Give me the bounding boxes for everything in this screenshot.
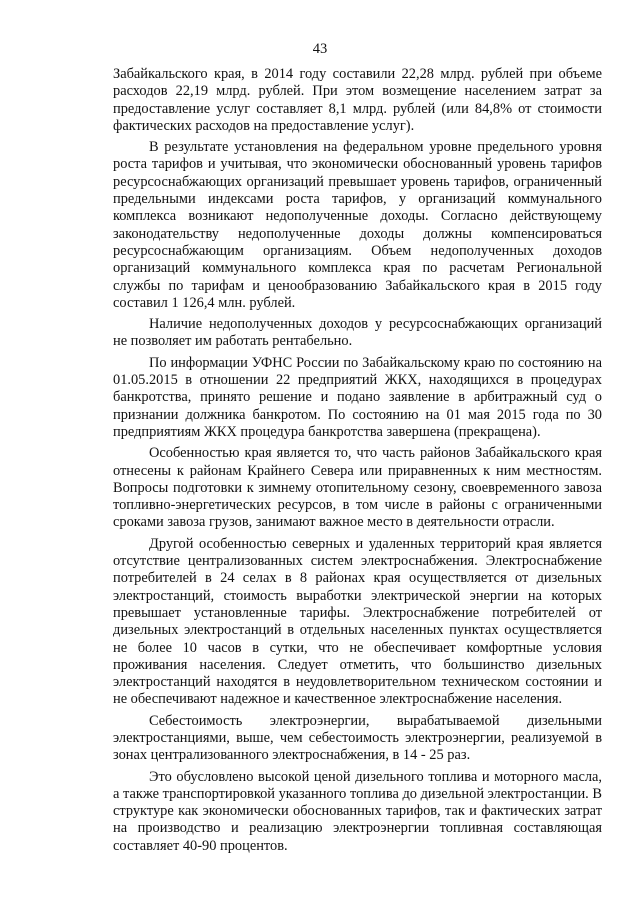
paragraph-far-north: Особенностью края является то, что часть районов Забайкальского края отнесены к районам Крайнего Севера или приравненных к ним местностям. Вопросы подготовки к зимнему отопительному сезону, своевременного завоза топливно-энергетических ресурсов, в том числе в районы с ограниченными сроками завоза грузов, занимают важное место в деятельности отрасли. xyxy=(113,445,602,531)
paragraph-tariff-losses: В результате установления на федеральном уровне предельного уровня роста тарифов и учитывая, что экономически обоснованный уровень тарифов ресурсоснабжающих организаций превышает уровень тарифов, ограниченный предельными индексами роста тарифов, у организаций коммунального комплекса возникают недополученные доходы. Согласно действующему законодательству недополученные доходы должны компенсироваться ресурсоснабжающим организациям. Объем недополученных доходов организаций коммунального комплекса края по расчетам Региональной службы по тарифам и ценообразованию Забайкальского края в 2015 году составил 1 126,4 млн. рублей. xyxy=(113,139,602,311)
paragraph-power-supply: Другой особенностью северных и удаленных территорий края является отсутствие централизованных систем электроснабжения. Электроснабжение потребителей в 24 селах в 8 районах края осуществляется от дизельных электростанций, стоимость выработки электрической энергии на которых превышает установленные тарифы. Электроснабжение потребителей от дизельных электростанций в отдельных населенных пунктах осуществляется не более 10 часов в сутки, что не обеспечивает комфортные условия проживания населения. Следует отметить, что большинство дизельных электростанций находятся в неудовлетворительном техническом состоянии и не обеспечивают надежное и качественное электроснабжение населения. xyxy=(113,535,602,708)
paragraph-continuation: Забайкальского края, в 2014 году составили 22,28 млрд. рублей при объеме расходов 22,19 млрд. рублей. При этом возмещение населением затрат за предоставление услуг составляет 8,1 млрд. рублей (или 84,8% от стоимости фактических расходов на предоставление услуг). xyxy=(113,66,602,134)
paragraph-fuel-costs: Это обусловлено высокой ценой дизельного топлива и моторного масла, а также транспортировкой указанного топлива до дизельной электростанции. В структуре как экономически обоснованных тарифов, так и фактических затрат на производство и реализацию электроэнергии топливная составляющая составляет 40-90 процентов. xyxy=(113,768,602,854)
body-text xyxy=(113,66,602,855)
paragraph-bankruptcy: По информации УФНС России по Забайкальскому краю по состоянию на 01.05.2015 в отношении 22 предприятий ЖКХ, находящихся в процедурах банкротства, принято решение и подано заявление в арбитражный суд о признании должника банкротом. По состоянию на 01 мая 2015 года по 30 предприятиям ЖКХ процедура банкротства завершена (прекращена). xyxy=(113,354,602,440)
paragraph-cost-comparison: Себестоимость электроэнергии, вырабатываемой дизельными электростанциями, выше, чем себестоимость электроэнергии, реализуемой в зонах централизованного электроснабжения, в 14 - 25 раз. xyxy=(113,712,602,764)
page-number: 43 xyxy=(312,41,328,57)
paragraph-profitability: Наличие недополученных доходов у ресурсоснабжающих организаций не позволяет им работать рентабельно. xyxy=(113,316,602,350)
